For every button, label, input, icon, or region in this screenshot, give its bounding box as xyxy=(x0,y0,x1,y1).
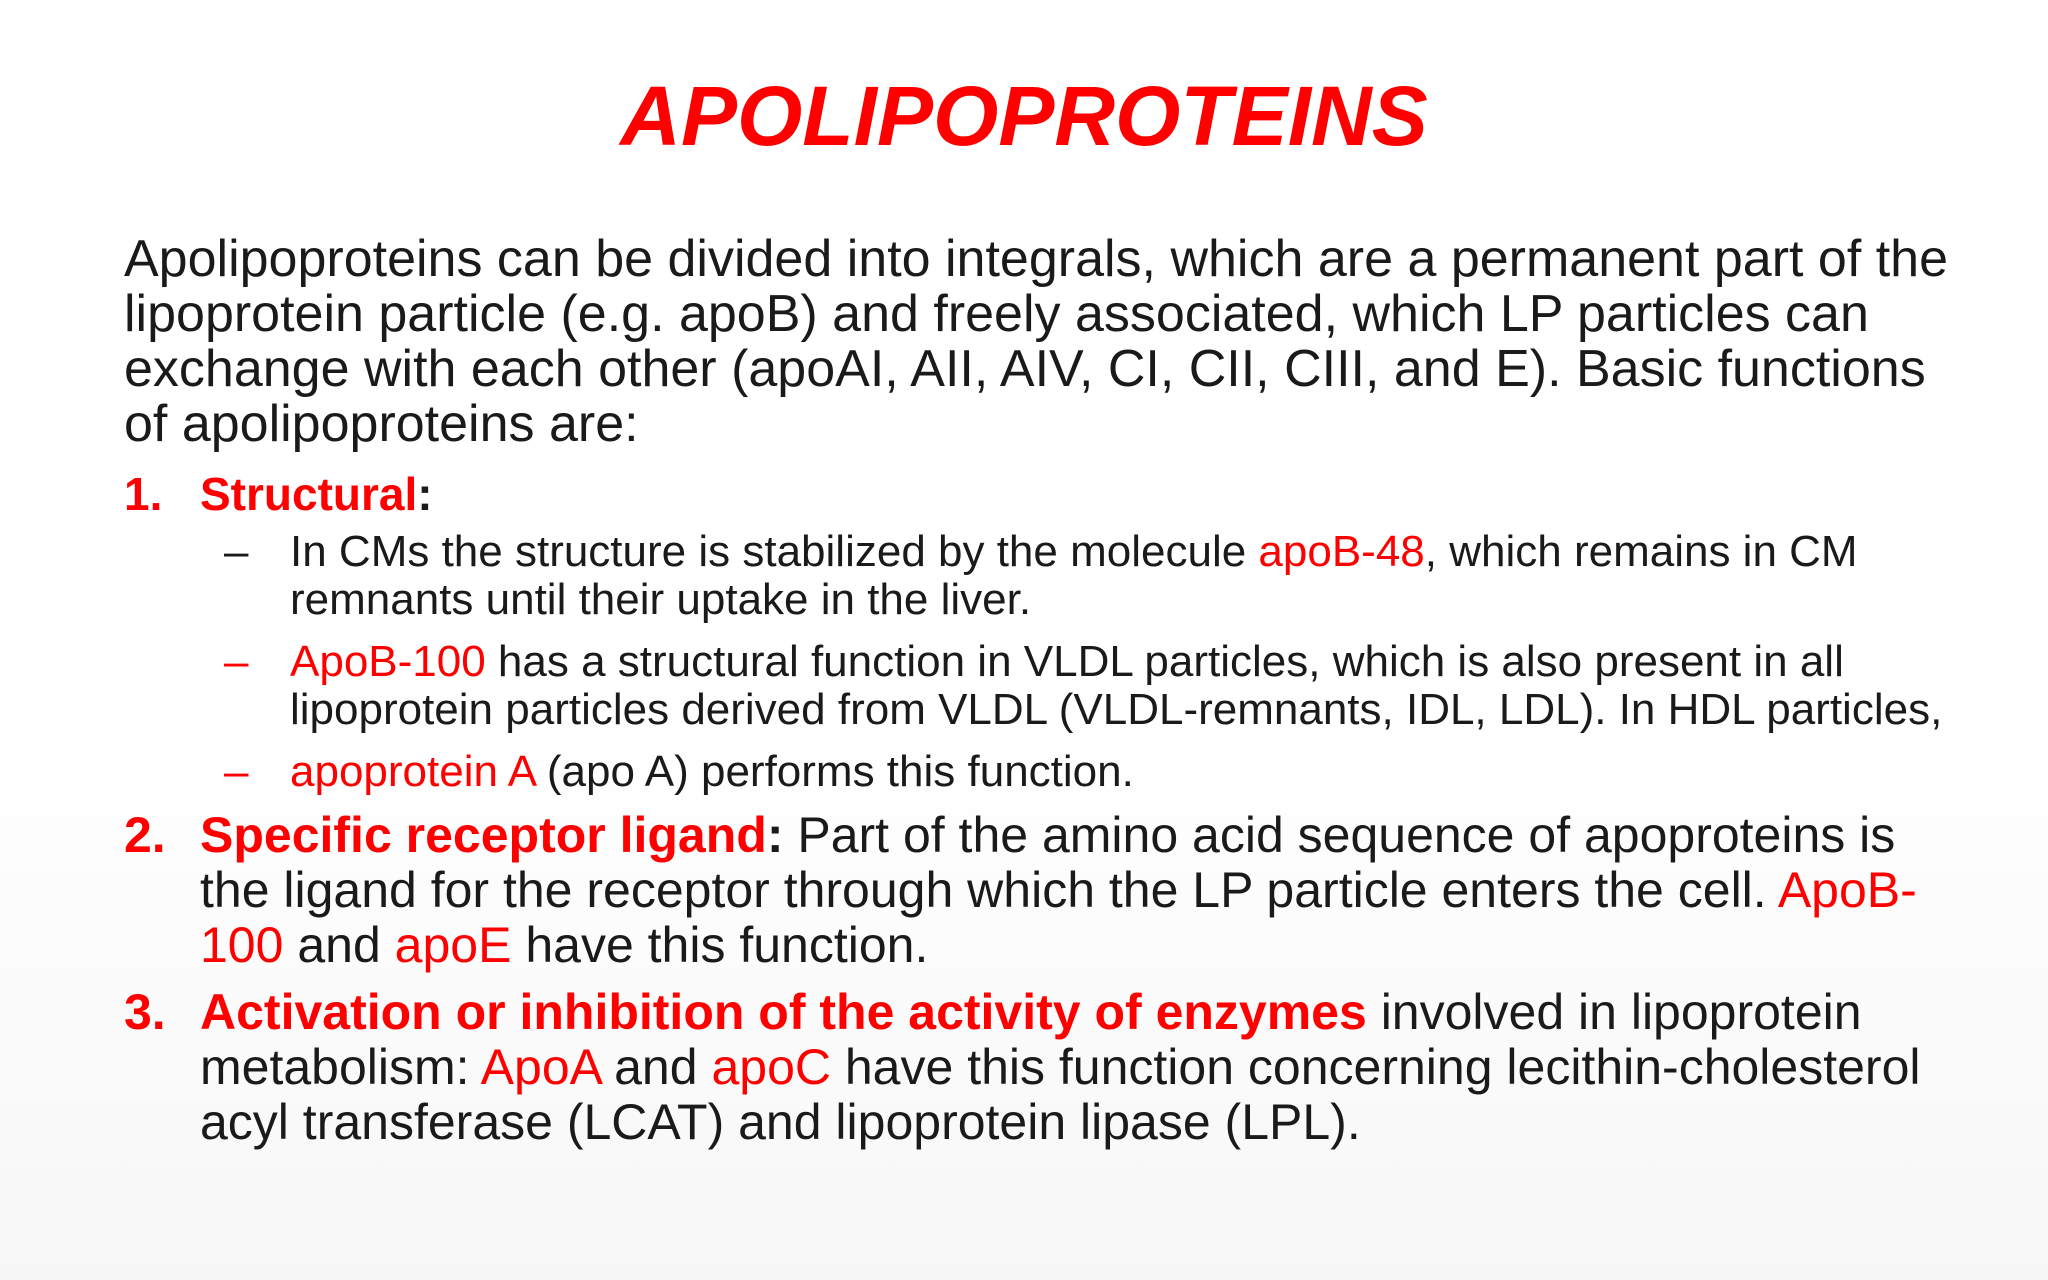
dash-bullet: – xyxy=(224,527,249,576)
heading-colon: : xyxy=(417,468,433,520)
point-heading: Specific receptor ligand xyxy=(200,807,767,863)
slide-title: APOLIPOPROTEINS xyxy=(620,69,1428,163)
list-item-structural xyxy=(124,464,1954,524)
list-item-text xyxy=(200,808,1954,973)
dash-bullet: – xyxy=(224,637,249,686)
highlight-term: apoB-48 xyxy=(1258,527,1425,576)
slide-content xyxy=(124,232,1954,1150)
text-segment: In CMs the structure is stabilized by the molecule xyxy=(290,527,1259,576)
list-number: 2. xyxy=(124,807,166,863)
sub-item-apoa xyxy=(224,748,1954,796)
sub-item-text xyxy=(290,638,1954,734)
highlight-term: apoE xyxy=(394,917,512,973)
text-segment: (apo A) performs this function. xyxy=(534,747,1134,796)
text-segment: and xyxy=(283,917,395,973)
heading-colon: : xyxy=(766,807,784,863)
highlight-term: ApoB-100 xyxy=(200,862,1917,973)
dash-bullet: – xyxy=(224,747,249,796)
text-segment: involved in lipoprotein metabolism: xyxy=(200,984,1862,1095)
text-segment: Part of the amino acid sequence of apoproteins is the ligand for the receptor through which the LP particle enters the cell. xyxy=(200,807,1896,918)
list-item-receptor-ligand xyxy=(124,808,1954,973)
text-segment: , which remains in CM remnants until their uptake in the liver. xyxy=(290,527,1858,624)
point-heading: Structural xyxy=(200,468,418,520)
highlight-term: ApoA xyxy=(480,1039,601,1095)
highlight-term: apoprotein A xyxy=(290,747,535,796)
highlight-term: apoC xyxy=(711,1039,831,1095)
sub-item-apob48 xyxy=(224,528,1954,624)
text-segment: have this function. xyxy=(511,917,929,973)
point-heading: Activation or inhibition of the activity of enzymes xyxy=(200,984,1367,1040)
sub-item-apob100 xyxy=(224,638,1954,734)
sub-item-text xyxy=(290,528,1954,624)
list-item-enzyme-activity xyxy=(124,985,1954,1150)
text-segment: have this function concerning lecithin-cholesterol acyl transferase (LCAT) and lipoprotein lipase (LPL). xyxy=(200,1039,1921,1150)
list-number: 3. xyxy=(124,984,166,1040)
list-item-text xyxy=(200,464,1954,524)
highlight-term: ApoB-100 xyxy=(290,637,486,686)
text-segment: and xyxy=(600,1039,712,1095)
sub-item-text xyxy=(290,748,1954,796)
list-number: 1. xyxy=(124,468,163,520)
structural-sublist xyxy=(224,528,1954,796)
text-segment: has a structural function in VLDL particles, which is also present in all lipoprotein particles derived from VLDL (VLDL-remnants, IDL, LDL). In HDL particles, xyxy=(290,637,1943,734)
intro-paragraph: Apolipoproteins can be divided into integrals, which are a permanent part of the lipoprotein particle (e.g. apoB) and freely associated, which LP particles can exchange with each other (apoAI, AII, AIV, CI, CII, CIII, and E). Basic functions of apolipoproteins are: xyxy=(124,230,1949,453)
list-item-text xyxy=(200,985,1954,1150)
